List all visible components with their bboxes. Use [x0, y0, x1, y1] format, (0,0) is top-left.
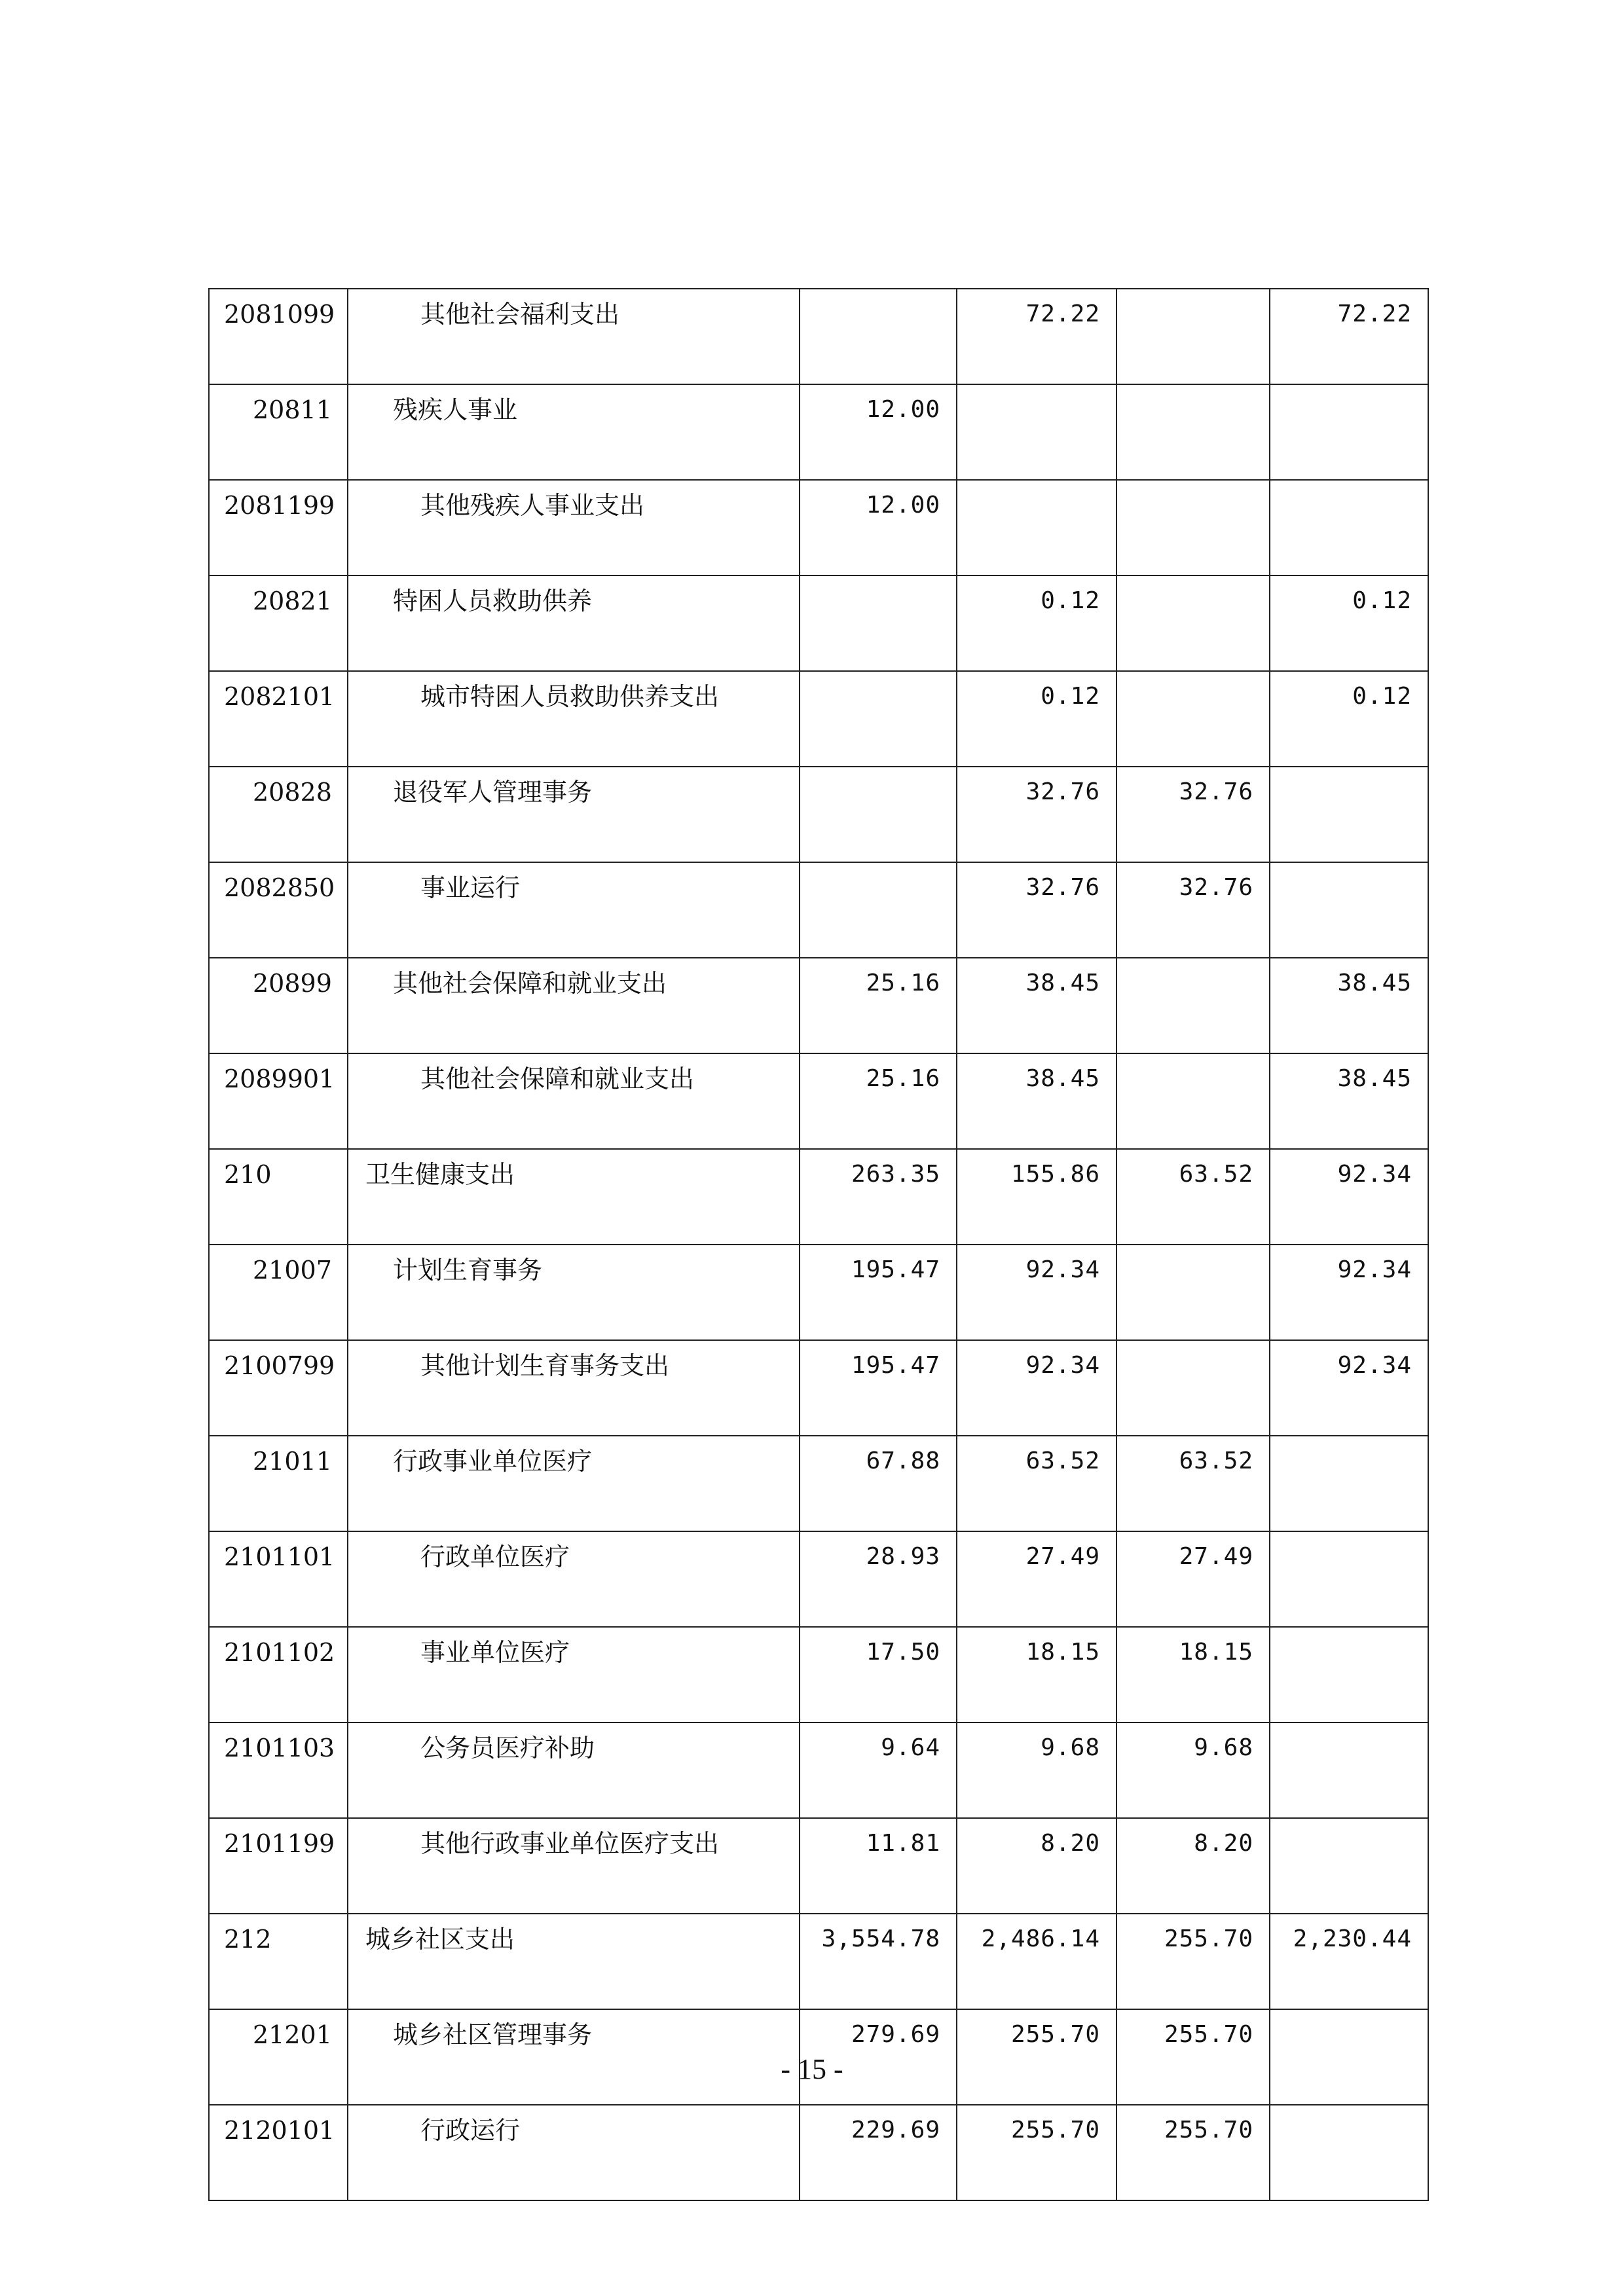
row-value-cell-1	[800, 671, 957, 767]
row-value-cell-1: 25.16	[800, 1053, 957, 1149]
row-code-cell: 2101102	[209, 1627, 348, 1722]
row-value-cell-2: 92.34	[957, 1245, 1116, 1340]
row-code-cell: 210	[209, 1149, 348, 1245]
table-row	[209, 575, 1428, 671]
row-value-cell-1: 28.93	[800, 1531, 957, 1627]
row-value-cell-3: 18.15	[1116, 1627, 1270, 1722]
row-name-cell: 城乡社区管理事务	[348, 2009, 800, 2105]
row-value-cell-3	[1116, 958, 1270, 1053]
row-value-cell-3: 32.76	[1116, 767, 1270, 862]
row-code-cell: 2120101	[209, 2105, 348, 2200]
row-value-cell-1: 12.00	[800, 384, 957, 480]
row-value-cell-1	[800, 289, 957, 384]
row-name-cell: 其他社会保障和就业支出	[348, 958, 800, 1053]
row-name-cell: 卫生健康支出	[348, 1149, 800, 1245]
row-value-cell-1: 67.88	[800, 1436, 957, 1531]
table-row	[209, 767, 1428, 862]
row-value-cell-3: 32.76	[1116, 862, 1270, 958]
table-row	[209, 480, 1428, 575]
row-code-cell: 212	[209, 1914, 348, 2009]
table-row	[209, 958, 1428, 1053]
row-value-cell-1: 229.69	[800, 2105, 957, 2200]
row-value-cell-2: 32.76	[957, 767, 1116, 862]
row-value-cell-4	[1270, 1818, 1428, 1914]
row-value-cell-4: 92.34	[1270, 1149, 1428, 1245]
row-code-cell: 2082850	[209, 862, 348, 958]
row-name-cell: 行政事业单位医疗	[348, 1436, 800, 1531]
row-value-cell-2	[957, 384, 1116, 480]
table-row	[209, 1340, 1428, 1436]
row-code-cell: 2101101	[209, 1531, 348, 1627]
table-row	[209, 1436, 1428, 1531]
row-name-cell: 计划生育事务	[348, 1245, 800, 1340]
row-value-cell-4: 38.45	[1270, 1053, 1428, 1149]
row-value-cell-1: 12.00	[800, 480, 957, 575]
row-code-cell: 2081099	[209, 289, 348, 384]
row-value-cell-4	[1270, 1722, 1428, 1818]
row-name-cell: 其他行政事业单位医疗支出	[348, 1818, 800, 1914]
table-row	[209, 384, 1428, 480]
row-name-cell: 特困人员救助供养	[348, 575, 800, 671]
row-value-cell-1: 17.50	[800, 1627, 957, 1722]
table-row	[209, 289, 1428, 384]
row-code-cell: 2101199	[209, 1818, 348, 1914]
row-name-cell: 残疾人事业	[348, 384, 800, 480]
page-number: - 15 -	[781, 2053, 843, 2085]
row-value-cell-2	[957, 480, 1116, 575]
row-value-cell-3	[1116, 384, 1270, 480]
row-value-cell-2: 155.86	[957, 1149, 1116, 1245]
row-value-cell-4	[1270, 862, 1428, 958]
table-body	[209, 289, 1428, 2200]
row-value-cell-2: 38.45	[957, 958, 1116, 1053]
row-value-cell-3: 63.52	[1116, 1436, 1270, 1531]
row-value-cell-4	[1270, 1627, 1428, 1722]
table-row	[209, 1531, 1428, 1627]
row-value-cell-1	[800, 575, 957, 671]
row-name-cell: 退役军人管理事务	[348, 767, 800, 862]
row-value-cell-2: 38.45	[957, 1053, 1116, 1149]
row-code-cell: 20811	[209, 384, 348, 480]
row-name-cell: 其他社会福利支出	[348, 289, 800, 384]
row-value-cell-3: 8.20	[1116, 1818, 1270, 1914]
row-value-cell-3: 9.68	[1116, 1722, 1270, 1818]
row-value-cell-4	[1270, 480, 1428, 575]
table-row	[209, 1818, 1428, 1914]
row-code-cell: 2081199	[209, 480, 348, 575]
row-code-cell: 20828	[209, 767, 348, 862]
row-value-cell-4: 0.12	[1270, 575, 1428, 671]
row-value-cell-3: 255.70	[1116, 1914, 1270, 2009]
table-row	[209, 1245, 1428, 1340]
table-row	[209, 1149, 1428, 1245]
row-value-cell-1: 279.69	[800, 2009, 957, 2105]
row-value-cell-1	[800, 767, 957, 862]
row-value-cell-1: 195.47	[800, 1245, 957, 1340]
row-value-cell-3	[1116, 671, 1270, 767]
row-value-cell-2: 18.15	[957, 1627, 1116, 1722]
row-value-cell-3: 63.52	[1116, 1149, 1270, 1245]
table-row	[209, 1722, 1428, 1818]
row-value-cell-4	[1270, 2105, 1428, 2200]
row-value-cell-4	[1270, 384, 1428, 480]
table-row	[209, 1914, 1428, 2009]
row-value-cell-4: 92.34	[1270, 1340, 1428, 1436]
row-name-cell: 事业单位医疗	[348, 1627, 800, 1722]
row-value-cell-2: 32.76	[957, 862, 1116, 958]
row-name-cell: 其他社会保障和就业支出	[348, 1053, 800, 1149]
row-name-cell: 其他计划生育事务支出	[348, 1340, 800, 1436]
row-value-cell-3: 255.70	[1116, 2105, 1270, 2200]
row-value-cell-2: 2,486.14	[957, 1914, 1116, 2009]
row-name-cell: 公务员医疗补助	[348, 1722, 800, 1818]
table-row	[209, 1053, 1428, 1149]
row-value-cell-2: 0.12	[957, 575, 1116, 671]
row-name-cell: 城市特困人员救助供养支出	[348, 671, 800, 767]
row-value-cell-2: 27.49	[957, 1531, 1116, 1627]
row-code-cell: 2082101	[209, 671, 348, 767]
row-name-cell: 其他残疾人事业支出	[348, 480, 800, 575]
row-value-cell-4: 72.22	[1270, 289, 1428, 384]
row-name-cell: 行政运行	[348, 2105, 800, 2200]
row-value-cell-3: 255.70	[1116, 2009, 1270, 2105]
row-code-cell: 2101103	[209, 1722, 348, 1818]
row-value-cell-4	[1270, 1436, 1428, 1531]
row-value-cell-3	[1116, 1245, 1270, 1340]
row-value-cell-2: 63.52	[957, 1436, 1116, 1531]
row-value-cell-3	[1116, 575, 1270, 671]
row-value-cell-1: 263.35	[800, 1149, 957, 1245]
row-name-cell: 事业运行	[348, 862, 800, 958]
row-code-cell: 20821	[209, 575, 348, 671]
row-code-cell: 21007	[209, 1245, 348, 1340]
row-value-cell-2: 72.22	[957, 289, 1116, 384]
row-value-cell-3	[1116, 480, 1270, 575]
row-value-cell-3	[1116, 1340, 1270, 1436]
row-value-cell-2: 255.70	[957, 2009, 1116, 2105]
row-value-cell-2: 8.20	[957, 1818, 1116, 1914]
table-row	[209, 862, 1428, 958]
budget-table	[208, 288, 1429, 2201]
row-value-cell-3	[1116, 289, 1270, 384]
row-value-cell-1: 3,554.78	[800, 1914, 957, 2009]
row-value-cell-1: 9.64	[800, 1722, 957, 1818]
row-value-cell-1: 11.81	[800, 1818, 957, 1914]
row-value-cell-1: 25.16	[800, 958, 957, 1053]
table-row	[209, 671, 1428, 767]
row-value-cell-4	[1270, 767, 1428, 862]
row-value-cell-4: 0.12	[1270, 671, 1428, 767]
row-value-cell-2: 255.70	[957, 2105, 1116, 2200]
table-row	[209, 2105, 1428, 2200]
row-value-cell-2: 92.34	[957, 1340, 1116, 1436]
row-value-cell-4: 38.45	[1270, 958, 1428, 1053]
row-value-cell-1	[800, 862, 957, 958]
row-value-cell-1: 195.47	[800, 1340, 957, 1436]
row-value-cell-3	[1116, 1053, 1270, 1149]
row-code-cell: 20899	[209, 958, 348, 1053]
row-name-cell: 城乡社区支出	[348, 1914, 800, 2009]
row-value-cell-4: 2,230.44	[1270, 1914, 1428, 2009]
row-code-cell: 21011	[209, 1436, 348, 1531]
row-name-cell: 行政单位医疗	[348, 1531, 800, 1627]
row-value-cell-4	[1270, 1531, 1428, 1627]
row-value-cell-3: 27.49	[1116, 1531, 1270, 1627]
row-code-cell: 2100799	[209, 1340, 348, 1436]
row-code-cell: 2089901	[209, 1053, 348, 1149]
row-value-cell-2: 9.68	[957, 1722, 1116, 1818]
row-value-cell-4: 92.34	[1270, 1245, 1428, 1340]
row-value-cell-2: 0.12	[957, 671, 1116, 767]
row-code-cell: 21201	[209, 2009, 348, 2105]
table-row	[209, 1627, 1428, 1722]
